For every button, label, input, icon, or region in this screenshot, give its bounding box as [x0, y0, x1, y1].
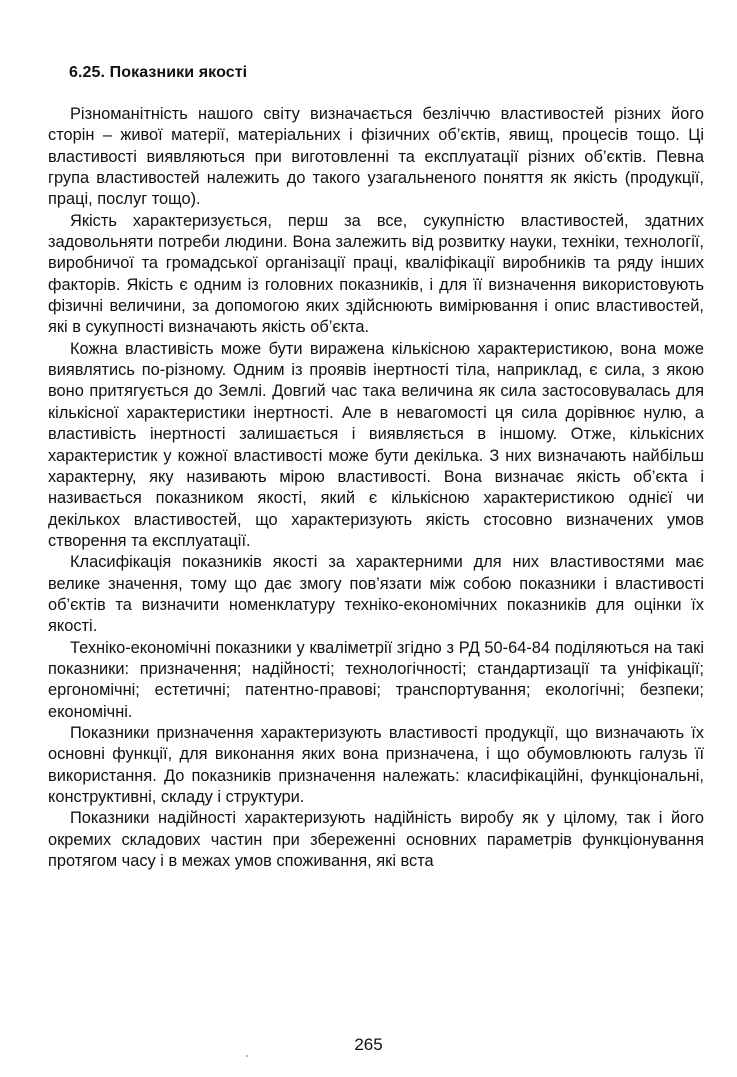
paragraph-classification: Класифікація показників якості за характерними для них властивостями має велике значення, тому що дає змогу пов’язати між собою показники і властивості об’єктів та визначити номенклатуру техніко-економічних показників для оцінки їх якості.	[48, 553, 704, 636]
paragraph-quality-definition: Якість характеризується, перш за все, сукупністю властивостей, здатних задовольняти потреби людини. Вона залежить від розвитку науки, техніки, технології, виробничої та громадської організації праці, кваліфікації виробників та ряду інших факторів. Якість є одним із головних показників, і для її визначення використовують фізичні величини, за допомогою яких здійснюють вимірювання і опис властивостей, які в сукупності визначають якість об’єкта.	[48, 211, 704, 337]
paragraph-diversity-of-properties: Різноманітність нашого світу визначається безліччю властивостей різних його сторін – живої матерії, матеріальних і фізичних об’єктів, явищ, процесів тощо. Ці властивості виявляються при виготовленні та експлуатації різних об’єктів. Певна група властивостей належить до такого узагальненого поняття як якість (продукції, праці, послуг тощо).	[48, 105, 704, 209]
paragraph-quantitative-characteristic: Кожна властивість може бути виражена кількісною характеристикою, вона може виявлятись по-різному. Одним із проявів інертності тіла, наприклад, є сила, з якою воно притягується до Землі. Довгий час така величина як сила застосовувалась для кількісної характеристики інертності. Але в невагомості ця сила дорівнює нулю, а властивість інертності залишається і виявляється в іншому. Отже, кількісних характеристик у кожної властивості може бути декілька. З них визначають найбільш характерну, яку називають мірою властивості. Вона визначає якість об’єкта і називається показником якості, який є кількісною характеристикою однієї чи декількох властивостей, що характеризують якість стосовно визначених умов створення та експлуатації.	[48, 339, 704, 550]
page-number: 265	[354, 1035, 383, 1054]
scan-speck	[246, 1055, 248, 1057]
paragraph-indicator-groups: Техніко-економічні показники у кваліметрії згідно з РД 50-64-84 поділяються на такі показники: призначення; надійності; технологічності; стандартизації та уніфікації; ергономічні; естетичні; патентно-правові; транспортування; екологічні; безпеки; економічні.	[48, 638, 704, 721]
paragraph-purpose-indicators: Показники призначення характеризують властивості продукції, що визначають їх основні функції, для виконання яких вона призначена, і що обумовлюють галузь її використання. До показників призначення належать: класифікаційні, функціональні, конструктивні, складу і структури.	[48, 723, 704, 806]
section-heading: 6.25. Показники якості	[69, 64, 248, 81]
paragraph-reliability-indicators: Показники надійності характеризують надійність виробу як у цілому, так і його окремих складових частин при збереженні основних параметрів функціонування протягом часу і в межах умов споживання, які вста	[48, 809, 704, 871]
body-text	[48, 104, 704, 872]
